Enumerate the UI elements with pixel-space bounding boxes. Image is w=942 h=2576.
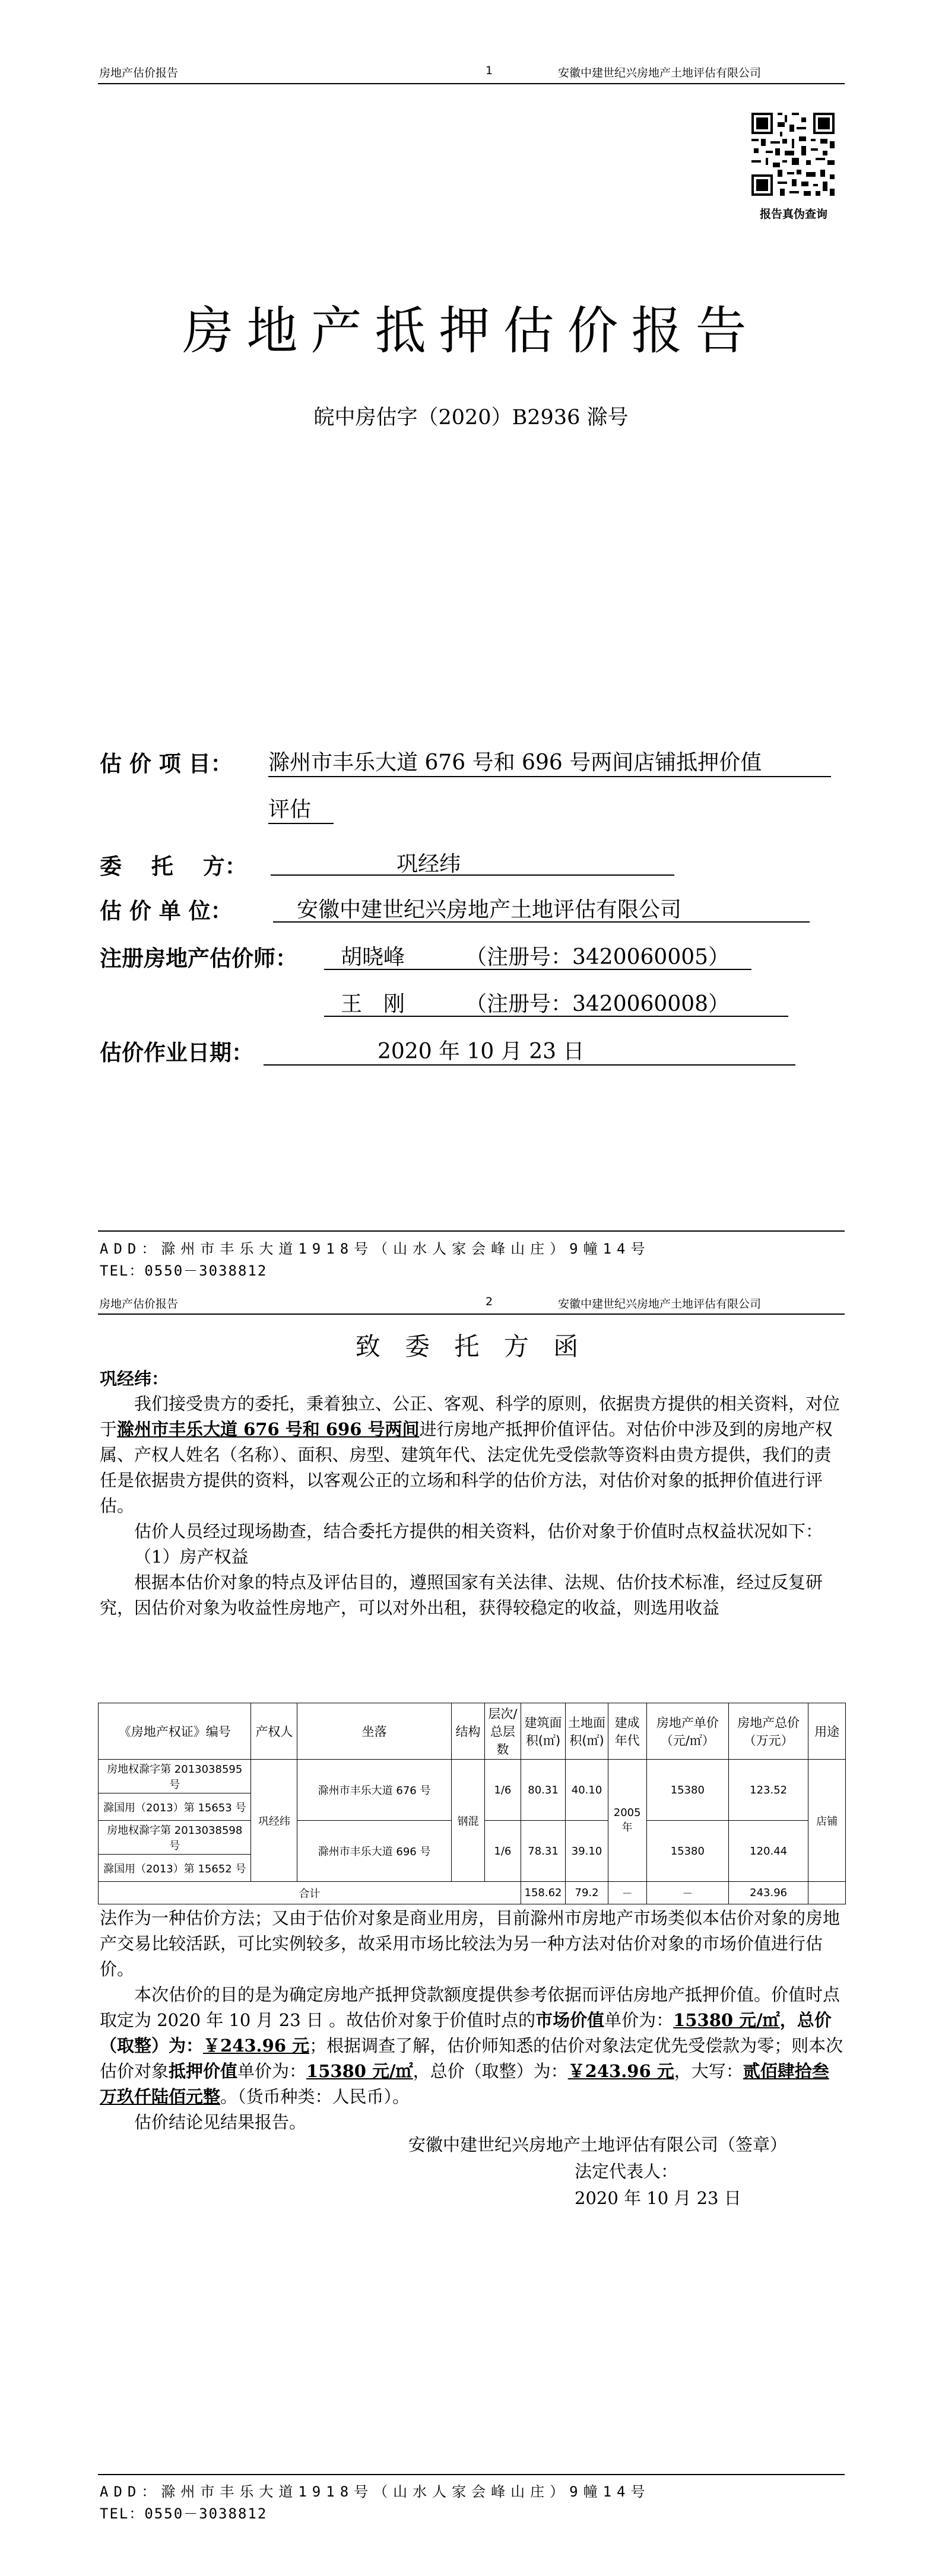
page2-header-left: 房地产估价报告 <box>99 1297 179 1311</box>
valuer2-name: 王 刚 <box>341 992 405 1016</box>
date-label: 估价作业日期： <box>100 1040 253 1066</box>
page1-footer-address-text: ADD：滁州市丰乐大道1918号（山水人家会峰山庄）9幢14号 <box>100 1241 651 1257</box>
signature-representative: 法定代表人： <box>575 2161 678 2181</box>
th-building-area: 建筑面积(㎡) <box>521 1703 566 1760</box>
p6-mortgage-value: 抵押价值 <box>169 2061 238 2081</box>
p6-market-total: ￥243.96 元 <box>203 2036 310 2056</box>
row2-unit-price: 15380 <box>646 1821 728 1882</box>
p6-text-g: ，大写： <box>674 2061 743 2081</box>
page1-header-left: 房地产估价报告 <box>99 66 179 79</box>
p1-address: 滁州市丰乐大道 676 号和 696 号两间 <box>117 1419 420 1439</box>
p6-amount-in-words: 贰佰肆拾叁万玖仟陆佰元整 <box>100 2061 829 2107</box>
sum-total: 243.96 <box>729 1882 808 1904</box>
table-sum-row <box>99 1882 846 1904</box>
paragraph-2: 估价人员经过现场勘查，结合委托方提供的相关资料，估价对象于价值时点权益状况如下： <box>134 1521 823 1541</box>
row1-cert2: 滁国用（2013）第 15653 号 <box>99 1793 251 1821</box>
p6-text-d: ；根据调查了解，估价师知悉的估价对象法定优先受偿款为零；则本次估价对象 <box>100 2036 843 2081</box>
valuer2-reg: （注册号：3420060008） <box>465 992 730 1016</box>
paragraph-7: 估价结论见结果报告。 <box>134 2112 307 2132</box>
p6-text-e: 单价为： <box>237 2061 307 2081</box>
page2-header-page-number: 2 <box>486 1295 493 1308</box>
row2-floor: 1/6 <box>485 1821 521 1882</box>
sum-building-area: 158.62 <box>521 1882 566 1904</box>
paragraph-1 <box>100 1391 845 1519</box>
letter-body-top <box>100 1391 845 1621</box>
p6-text-b: 单价为： <box>604 2010 674 2030</box>
project-value-line2: 评估 <box>268 793 334 824</box>
sum-unit-price: － <box>646 1882 728 1904</box>
p6-text-a: 本次估价的目的是为确定房地产抵押贷款额度提供参考依据而评估房地产抵押价值。价值时点取定为 2020 年 10 月 23 日 。故估价对象于价值时点的 <box>100 1985 840 2030</box>
sum-label: 合计 <box>99 1882 521 1904</box>
table-row <box>99 1760 846 1793</box>
row1-building-area: 80.31 <box>521 1760 566 1821</box>
row2-cert2: 滁国用（2013）第 15652 号 <box>99 1855 251 1882</box>
page1-header-right: 安徽中建世纪兴房地产土地评估有限公司 <box>558 66 762 79</box>
th-floor: 层次/总层数 <box>485 1703 521 1760</box>
letter-body-bottom <box>100 1906 845 2135</box>
page1-footer-tel: TEL：0550－3038812 <box>100 1262 268 1279</box>
row2-land-area: 39.10 <box>566 1821 608 1882</box>
valuer1-reg: （注册号：3420060005） <box>465 945 730 969</box>
row2-cert1: 房地权滁字第 2013038598 号 <box>99 1821 251 1855</box>
page1-header-page-number: 1 <box>486 64 493 77</box>
th-unit-price: 房地产单价（元/㎡） <box>646 1703 728 1760</box>
valuer1-name: 胡晓峰 <box>341 945 405 969</box>
report-number: 皖中房估字（2020）B2936 滁号 <box>313 406 629 430</box>
paragraph-3: （1）房产权益 <box>134 1547 249 1567</box>
row1-cert1: 房地权滁字第 2013038595 号 <box>99 1760 251 1793</box>
p1-text-c: 进行房地产抵押价值评估。对估价中涉及到的房地产权属、产权人姓名（名称）、面积、房型、建筑年代、法定优先受偿款等资料由贵方提供，我们的责任是依据贵方提供的资料，以客观公正的立场和科学的估价方法，对估价对象的抵押价值进行评估。 <box>100 1419 833 1516</box>
project-value-line1: 滁州市丰乐大道 676 号和 696 号两间店铺抵押价值 <box>268 746 831 777</box>
th-location: 坐落 <box>297 1703 452 1760</box>
use-cell: 店铺 <box>808 1760 846 1882</box>
th-year: 建成年代 <box>608 1703 646 1760</box>
page2-footer-address <box>100 2480 651 2501</box>
page1-header-rule <box>98 83 845 84</box>
page2-footer-tel: TEL：0550－3038812 <box>100 2505 268 2522</box>
report-title: 房地产抵押估价报告 <box>182 301 760 361</box>
page1-footer-address <box>100 1237 845 1258</box>
row1-land-area: 40.10 <box>566 1760 608 1821</box>
row1-location: 滁州市丰乐大道 676 号 <box>297 1760 452 1821</box>
valuers-label: 注册房地产估价师： <box>100 946 297 971</box>
page2-footer-address-text: ADD：滁州市丰乐大道1918号（山水人家会峰山庄）9幢14号 <box>100 2483 651 2500</box>
p6-text-h: 。（货币种类：人民币）。 <box>220 2087 410 2107</box>
date-value: 2020 年 10 月 23 日 <box>378 1039 585 1064</box>
th-land-area: 土地面积(㎡) <box>566 1703 608 1760</box>
sum-use <box>808 1882 846 1904</box>
signature-date: 2020 年 10 月 23 日 <box>575 2188 741 2208</box>
sum-land-area: 79.2 <box>566 1882 608 1904</box>
structure-cell: 钢混 <box>451 1760 484 1882</box>
row1-unit-price: 15380 <box>646 1760 728 1821</box>
th-total: 房地产总价（万元） <box>729 1703 808 1760</box>
qr-caption[interactable]: 报告真伪查询 <box>759 208 827 221</box>
row2-total: 120.44 <box>729 1821 808 1882</box>
page2-header-rule <box>98 1314 845 1315</box>
row2-location: 滁州市丰乐大道 696 号 <box>297 1821 452 1882</box>
property-table <box>98 1703 846 1904</box>
p6-mortgage-unit-price: 15380 元/㎡ <box>306 2061 413 2081</box>
th-structure: 结构 <box>451 1703 484 1760</box>
letter-title: 致 委 托 方 函 <box>355 1332 587 1361</box>
letter-addressee: 巩经纬： <box>100 1369 169 1389</box>
p6-market-unit-price: 15380 元/㎡ <box>673 2010 780 2030</box>
paragraph-5: 法作为一种估价方法；又由于估价对象是商业用房，目前滁州市房地产市场类似本估价对象的房地产交易比较活跃，可比实例较多，故采用市场比较法为另一种方法对估价对象的市场价值进行估价。 <box>100 1908 840 1979</box>
th-cert: 《房地产权证》编号 <box>99 1703 251 1760</box>
signature-org: 安徽中建世纪兴房地产土地评估有限公司（签章） <box>408 2135 788 2155</box>
p6-market-value: 市场价值 <box>535 2010 605 2030</box>
appraiser-org-label: 估 价 单 位： <box>100 898 233 924</box>
year-cell: 2005 年 <box>608 1760 646 1882</box>
th-owner: 产权人 <box>251 1703 297 1760</box>
row2-building-area: 78.31 <box>521 1821 566 1882</box>
paragraph-4: 根据本估价对象的特点及评估目的，遵照国家有关法律、法规、估价技术标准，经过反复研究，因估价对象为收益性房地产，可以对外出租，获得较稳定的收益，则选用收益 <box>100 1572 823 1618</box>
sum-year: － <box>608 1882 646 1904</box>
paragraph-6 <box>100 1982 845 2110</box>
qr-code-icon[interactable] <box>749 110 837 198</box>
th-use: 用途 <box>808 1703 846 1760</box>
page2-header-right: 安徽中建世纪兴房地产土地评估有限公司 <box>558 1297 762 1311</box>
client-value: 巩经纬 <box>397 852 461 876</box>
client-label: 委 托 方： <box>100 854 247 879</box>
row1-total: 123.52 <box>729 1760 808 1821</box>
client-underline <box>271 874 674 876</box>
owner-cell: 巩经纬 <box>251 1760 297 1882</box>
project-label: 估 价 项 目： <box>100 751 233 777</box>
appraiser-org-value: 安徽中建世纪兴房地产土地评估有限公司 <box>297 898 682 922</box>
row1-floor: 1/6 <box>485 1760 521 1821</box>
p1-text-a: 我们接受贵方的委托，秉着独立、公正、客观、科学的原则，依据贵方提供的相关资料，对位于 <box>100 1394 840 1439</box>
p6-mortgage-total: ￥243.96 元 <box>567 2061 674 2081</box>
page2-footer-rule <box>98 2474 845 2475</box>
p6-text-f: ，总价（取整）为： <box>413 2061 568 2081</box>
page1-footer-rule <box>98 1230 845 1232</box>
p6-text-c: ，总价（取整）为： <box>100 2010 832 2056</box>
